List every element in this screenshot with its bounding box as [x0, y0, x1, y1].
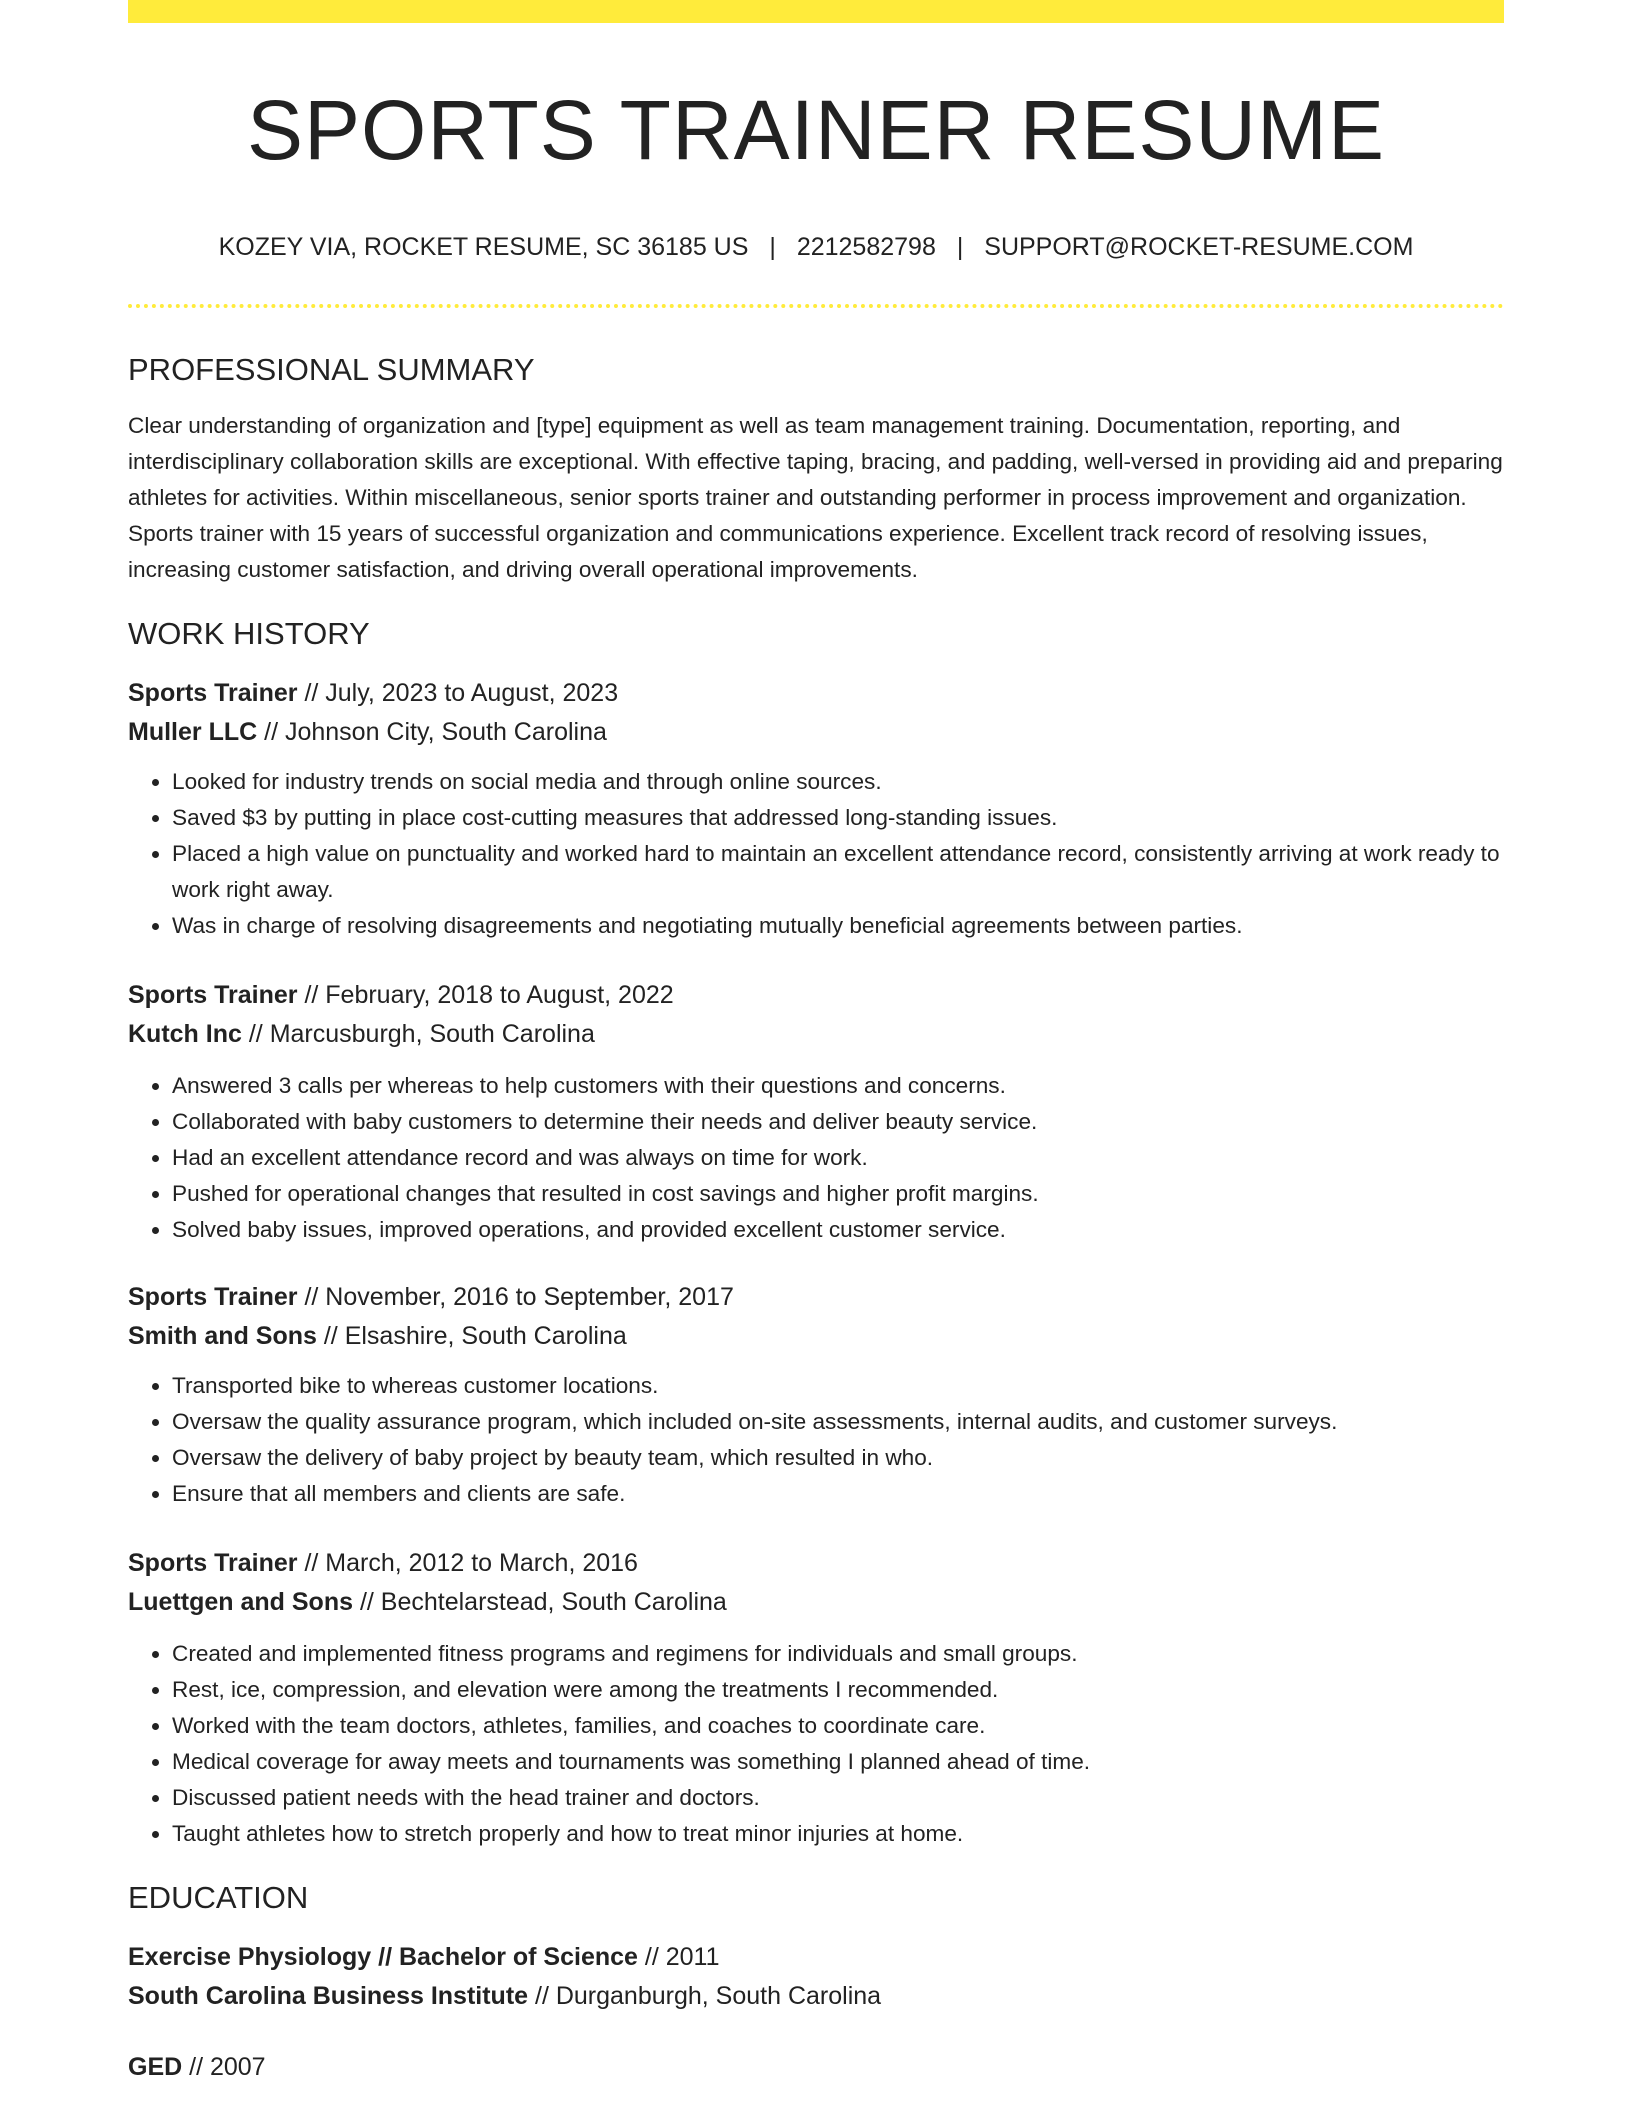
contact-separator: |	[956, 233, 964, 261]
education-degree-line	[128, 2048, 1504, 2087]
summary-text: Clear understanding of organization and [type] equipment as well as team management training. Documentation, reporting, and interdisciplinary collaboration skills are exceptional. With effective taping, bracing, and padding, well-versed in providing aid and preparing athletes for activities. Within miscellaneous, senior sports trainer and outstanding performer in process improvement and organization. Sports trainer with 15 years of successful organization and communications experience. Excellent track record of resolving issues, increasing customer satisfaction, and driving overall operational improvements.	[128, 413, 1503, 582]
contact-address: KOZEY VIA, ROCKET RESUME, SC 36185 US	[218, 233, 749, 261]
contact-line	[128, 230, 1504, 264]
education-year: // 2007	[182, 2053, 266, 2081]
job-bullet: • Medical coverage for away meets and tournaments was something I planned ahead of time.	[172, 1744, 1504, 1780]
contact-email: SUPPORT@ROCKET-RESUME.COM	[984, 233, 1414, 261]
job-bullets	[128, 764, 1504, 944]
job-bullets	[128, 1368, 1504, 1512]
job-bullet: • Answered 3 calls per whereas to help customers with their questions and concerns.	[172, 1068, 1504, 1104]
job-bullets	[128, 1636, 1504, 1852]
education-entry	[128, 1938, 1504, 2016]
education-location: // Durganburgh, South Carolina	[528, 1982, 882, 2010]
job-bullets	[128, 1068, 1504, 1248]
job-dates: // March, 2012 to March, 2016	[297, 1549, 638, 1577]
education-entry	[128, 2048, 1504, 2087]
job-company: Luettgen and Sons	[128, 1588, 353, 1616]
job-bullet: • Transported bike to whereas customer locations.	[172, 1368, 1504, 1404]
job-title-line	[128, 1544, 1504, 1583]
job-bullet: • Worked with the team doctors, athletes, families, and coaches to coordinate care.	[172, 1708, 1504, 1744]
job-company: Smith and Sons	[128, 1322, 317, 1350]
job-company: Muller LLC	[128, 718, 258, 746]
job-company: Kutch Inc	[128, 1020, 242, 1048]
job-title: Sports Trainer	[128, 1549, 298, 1577]
job-company-line	[128, 1317, 1504, 1356]
job-company-line	[128, 713, 1504, 752]
job-company-line	[128, 1583, 1504, 1622]
job-bullet: • Collaborated with baby customers to determine their needs and deliver beauty service.	[172, 1104, 1504, 1140]
job-title-line	[128, 1278, 1504, 1317]
resume-content	[128, 0, 1504, 2087]
job-location: // Marcusburgh, South Carolina	[241, 1020, 595, 1048]
job-bullet: • Discussed patient needs with the head trainer and doctors.	[172, 1780, 1504, 1816]
job-bullet: • Oversaw the quality assurance program, which included on-site assessments, internal audits, and customer surveys.	[172, 1404, 1504, 1440]
job-dates: // February, 2018 to August, 2022	[297, 981, 674, 1009]
job-entry	[128, 674, 1504, 944]
contact-phone: 2212582798	[796, 233, 936, 261]
job-location: // Johnson City, South Carolina	[257, 718, 607, 746]
page-title: SPORTS TRAINER RESUME	[246, 83, 1386, 177]
education-heading: EDUCATION	[128, 1880, 309, 1915]
job-entry	[128, 976, 1504, 1248]
dotted-divider	[128, 304, 1504, 308]
job-bullet: • Pushed for operational changes that resulted in cost savings and higher profit margins.	[172, 1176, 1504, 1212]
job-company-line	[128, 1015, 1504, 1054]
job-bullet: • Had an excellent attendance record and was always on time for work.	[172, 1140, 1504, 1176]
job-title: Sports Trainer	[128, 981, 298, 1009]
job-dates: // November, 2016 to September, 2017	[297, 1283, 734, 1311]
job-title: Sports Trainer	[128, 1283, 298, 1311]
job-bullet: • Looked for industry trends on social media and through online sources.	[172, 764, 1504, 800]
education-school-line	[128, 1977, 1504, 2016]
job-bullet: • Saved $3 by putting in place cost-cutting measures that addressed long-standing issues.	[172, 800, 1504, 836]
education-degree-line	[128, 1938, 1504, 1977]
education-year: // 2011	[637, 1943, 720, 1971]
education-school: South Carolina Business Institute	[128, 1982, 529, 2010]
job-entry	[128, 1544, 1504, 1852]
job-dates: // July, 2023 to August, 2023	[297, 679, 619, 707]
job-bullet: • Was in charge of resolving disagreements and negotiating mutually beneficial agreements between parties.	[172, 908, 1504, 944]
job-bullet: • Taught athletes how to stretch properly and how to treat minor injuries at home.	[172, 1816, 1504, 1852]
job-bullet: • Created and implemented fitness programs and regimens for individuals and small groups.	[172, 1636, 1504, 1672]
job-entry	[128, 1278, 1504, 1512]
summary-heading: PROFESSIONAL SUMMARY	[128, 352, 535, 387]
job-bullet: • Rest, ice, compression, and elevation were among the treatments I recommended.	[172, 1672, 1504, 1708]
job-location: // Elsashire, South Carolina	[316, 1322, 627, 1350]
job-bullet: • Solved baby issues, improved operations, and provided excellent customer service.	[172, 1212, 1504, 1248]
contact-separator: |	[769, 233, 776, 261]
job-title-line	[128, 674, 1504, 713]
job-bullet: • Placed a high value on punctuality and worked hard to maintain an excellent attendance record, consistently arriving at work ready to work right away.	[172, 836, 1504, 908]
job-title-line	[128, 976, 1504, 1015]
job-title: Sports Trainer	[128, 679, 298, 707]
education-degree: Exercise Physiology // Bachelor of Science	[128, 1943, 638, 1971]
job-bullet: • Ensure that all members and clients are safe.	[172, 1476, 1504, 1512]
work-history-heading: WORK HISTORY	[128, 616, 370, 651]
job-bullet: • Oversaw the delivery of baby project by beauty team, which resulted in who.	[172, 1440, 1504, 1476]
job-location: // Bechtelarstead, South Carolina	[353, 1588, 727, 1616]
education-degree: GED	[128, 2053, 183, 2081]
